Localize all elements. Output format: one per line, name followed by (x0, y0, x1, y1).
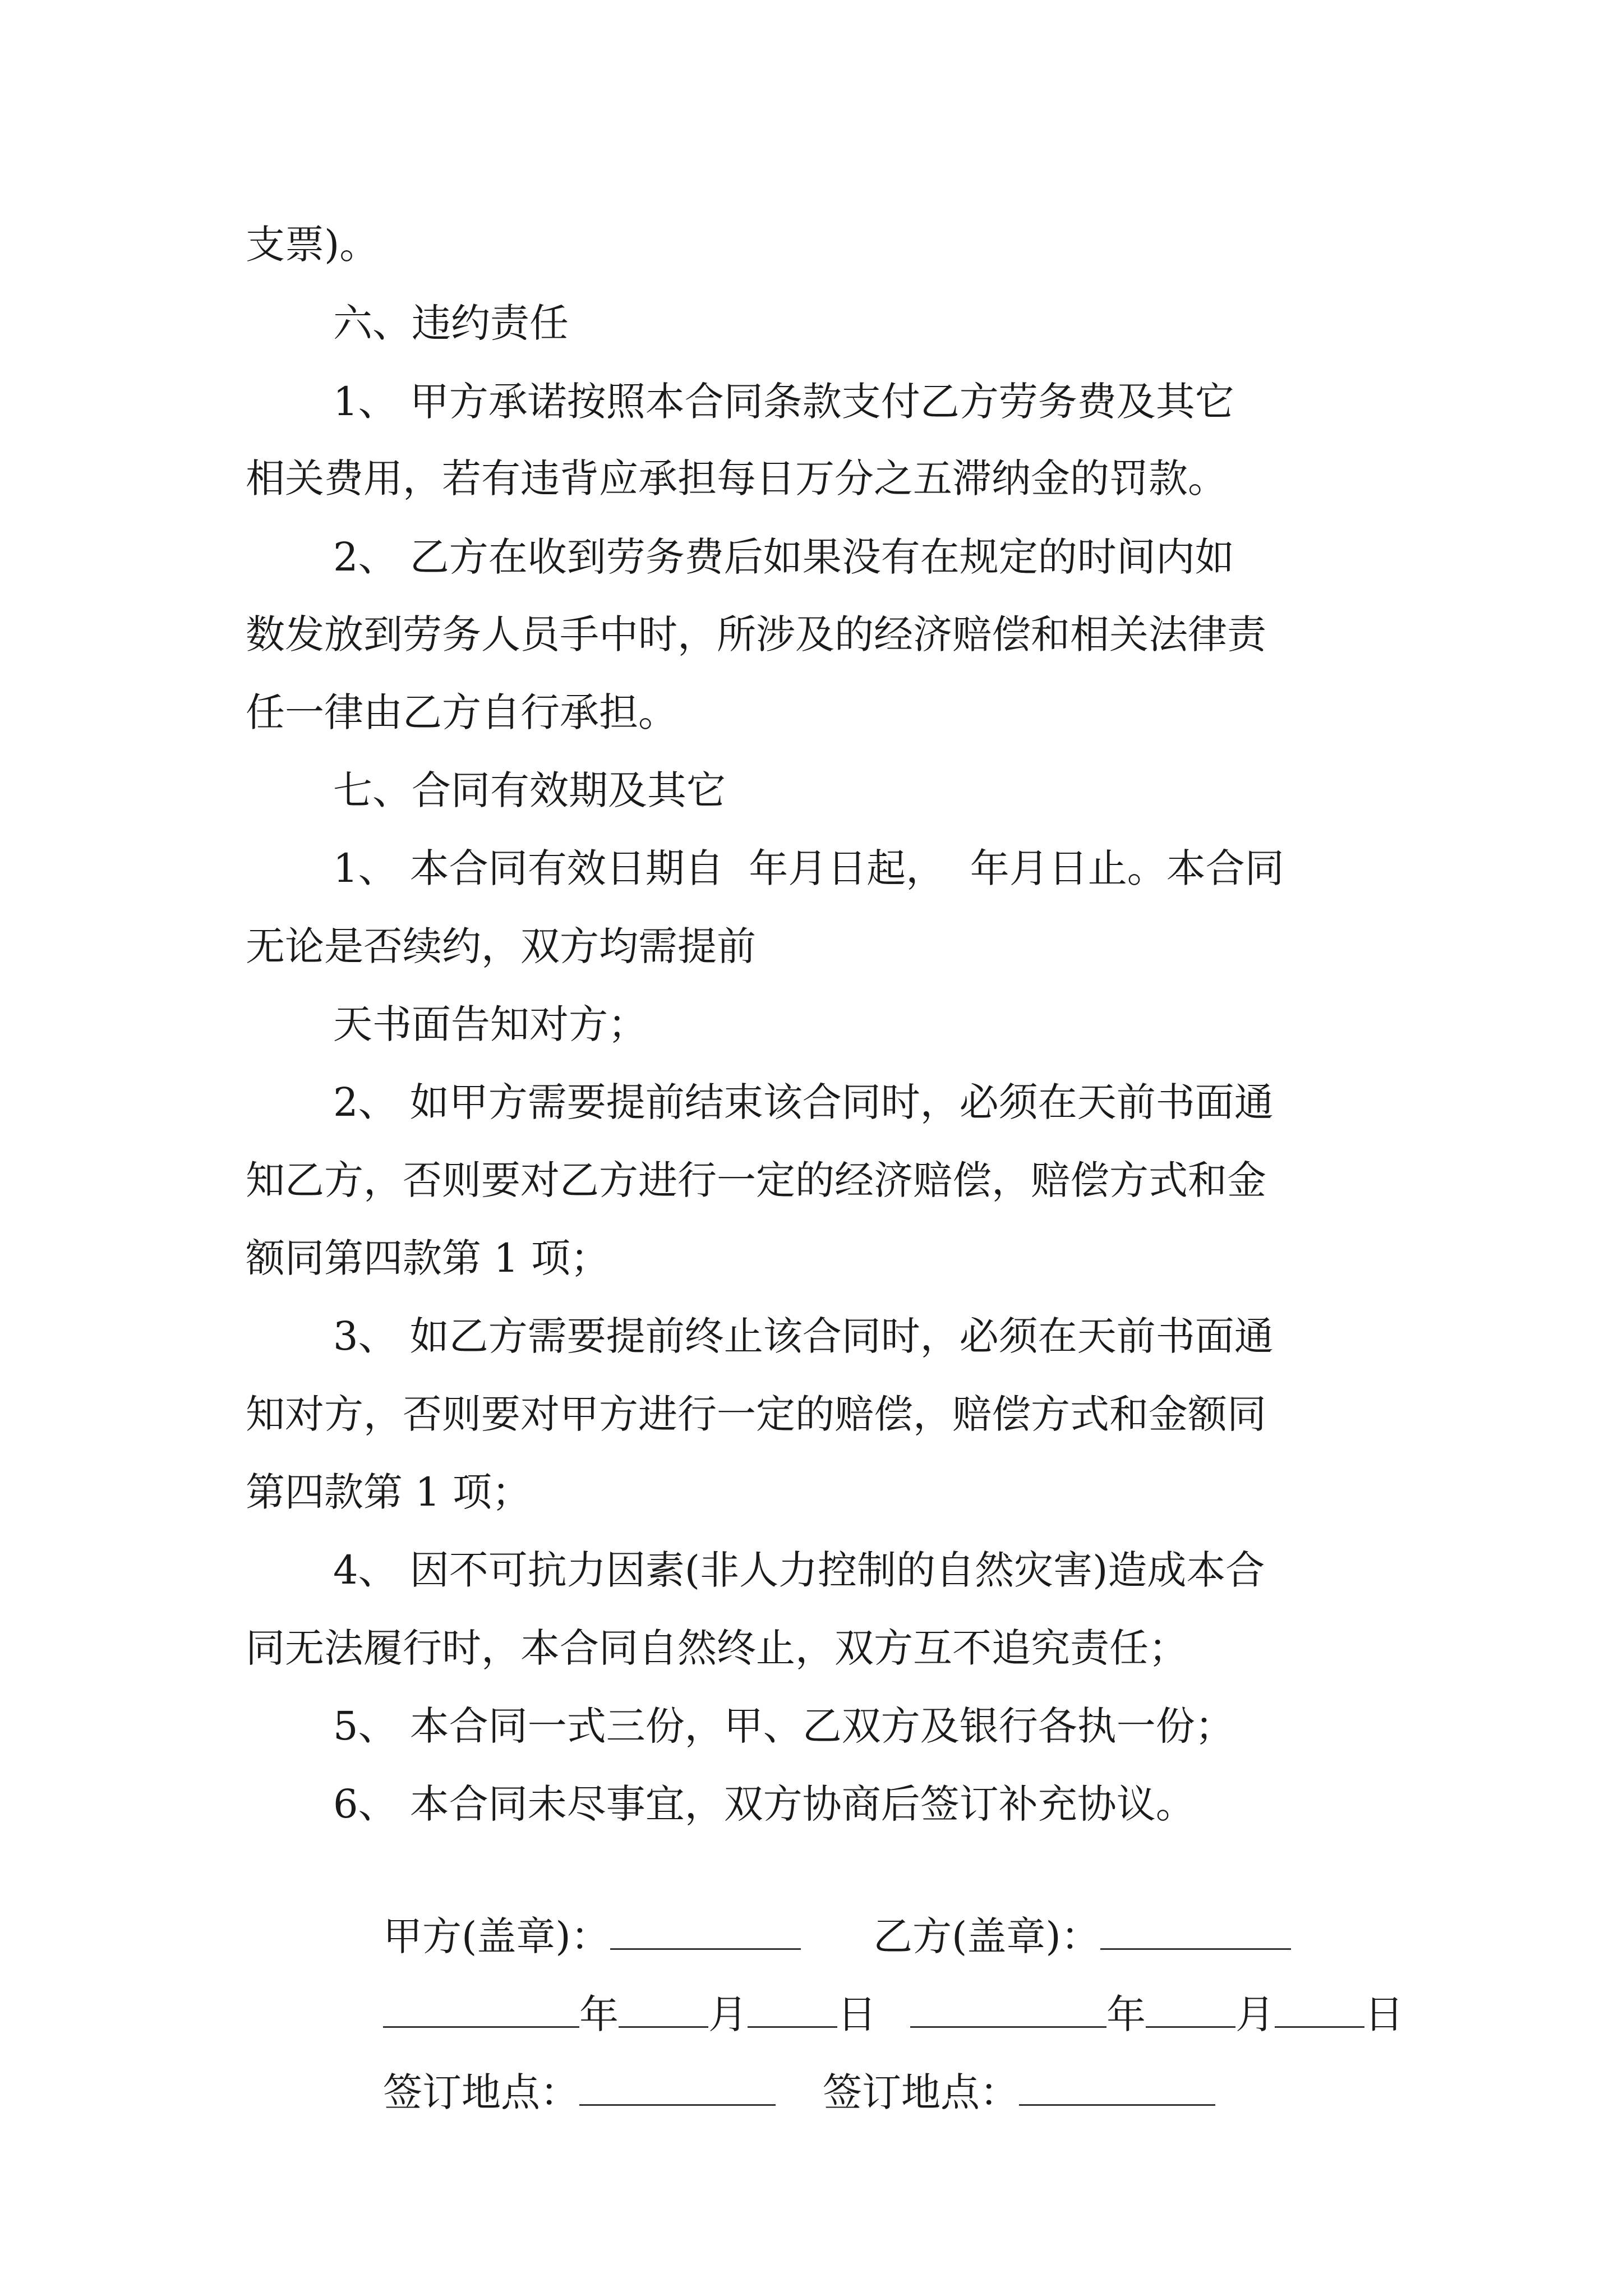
party-b-place-line (773, 2011, 1215, 2115)
text-line: 额同第四款第 1 项； (246, 1235, 610, 1281)
section-heading: 七、合同有效期及其它 (333, 767, 726, 813)
text-line: 天书面告知对方； (333, 1001, 647, 1047)
text-line: 2、 乙方在收到劳务费后如果没有在规定的时间内如 (333, 534, 1234, 580)
party-a-place-line (333, 2011, 776, 2115)
party-b-label: 乙方(盖章)： (873, 1913, 1100, 1959)
day-label: 日 (837, 1991, 877, 2037)
text-line: 任一律由乙方自行承担。 (246, 689, 677, 735)
party-a-place-blank[interactable] (579, 2065, 776, 2106)
place-label: 签订地点： (823, 2069, 1020, 2115)
year-label: 年 (1106, 1991, 1146, 2037)
text-line: 3、 如乙方需要提前终止该合同时，必须在天前书面通 (333, 1313, 1274, 1359)
text-line: 数发放到劳务人员手中时，所涉及的经济赔偿和相关法律责 (246, 611, 1266, 657)
party-b-date-line (860, 1933, 1404, 2037)
text-line: 知对方，否则要对甲方进行一定的赔偿，赔偿方式和金额同 (246, 1391, 1266, 1437)
party-a-date-line (333, 1933, 877, 2037)
party-b-day-blank[interactable] (1275, 1987, 1364, 2028)
text-line: 支票)。 (246, 222, 379, 268)
place-label: 签订地点： (383, 2069, 580, 2115)
text-line: 无论是否续约，双方均需提前 (246, 923, 756, 969)
party-a-seal-line (333, 1855, 801, 1959)
text-line: 1、 甲方承诺按照本合同条款支付乙方劳务费及其它 (333, 379, 1234, 425)
party-b-seal-line (823, 1855, 1291, 1959)
party-a-label: 甲方(盖章)： (383, 1913, 610, 1959)
text-line: 同无法履行时，本合同自然终止，双方互不追究责任； (246, 1625, 1188, 1671)
text-line: 5、 本合同一式三份，甲、乙双方及银行各执一份； (333, 1703, 1234, 1749)
party-b-place-blank[interactable] (1019, 2065, 1215, 2106)
year-label: 年 (579, 1991, 619, 2037)
day-label: 日 (1364, 1991, 1404, 2037)
text-line: 第四款第 1 项； (246, 1469, 532, 1515)
text-line: 4、 因不可抗力因素(非人力控制的自然灾害)造成本合 (333, 1547, 1265, 1593)
text-line: 6、 本合同未尽事宜，双方协商后签订补充协议。 (333, 1781, 1195, 1827)
month-label: 月 (708, 1991, 748, 2037)
text-line: 知乙方，否则要对乙方进行一定的经济赔偿，赔偿方式和金 (246, 1157, 1266, 1203)
month-label: 月 (1235, 1991, 1275, 2037)
text-line: 1、 本合同有效日期自 年月日起， 年月日止。本合同 (333, 845, 1284, 891)
text-line: 2、 如甲方需要提前结束该合同时，必须在天前书面通 (333, 1079, 1274, 1125)
text-line: 相关费用，若有违背应承担每日万分之五滞纳金的罚款。 (246, 455, 1227, 501)
section-heading: 六、违约责任 (333, 300, 569, 346)
